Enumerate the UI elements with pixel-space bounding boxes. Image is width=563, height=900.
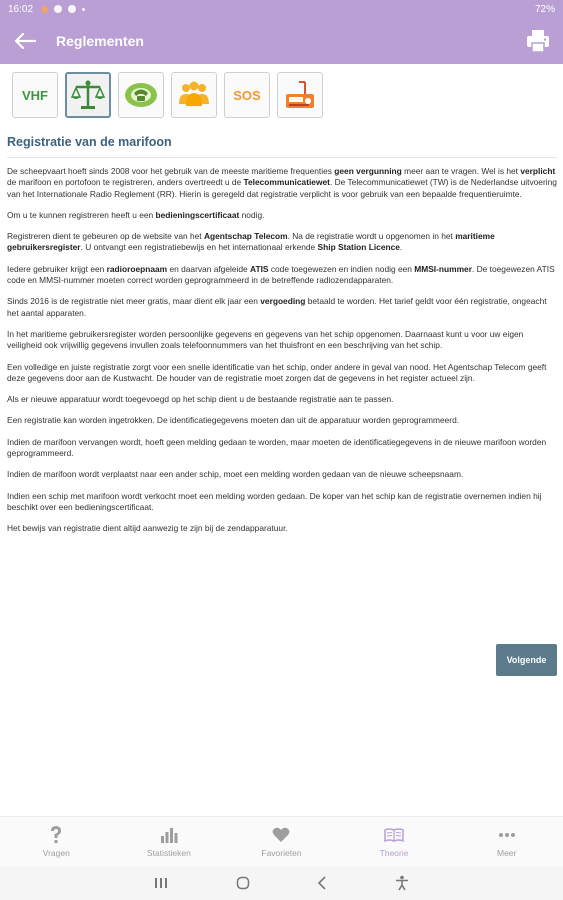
more-icon [497, 825, 517, 845]
category-regulations-button[interactable] [65, 72, 111, 118]
nav-label: Vragen [42, 848, 70, 858]
system-navigation-bar [0, 866, 563, 900]
radio-device-icon [283, 78, 317, 112]
back-nav-icon[interactable] [317, 876, 327, 890]
accessibility-icon[interactable] [395, 875, 409, 891]
category-communication-button[interactable] [118, 72, 164, 118]
category-icon-bar [12, 72, 323, 120]
title-divider [7, 157, 557, 158]
phone-icon [123, 80, 159, 110]
vhf-icon: VHF [22, 87, 48, 103]
printer-icon [525, 28, 551, 54]
paragraph: Om u te kunnen registreren heeft u een bedieningscertificaat nodig. [7, 209, 265, 220]
paragraph: In het maritieme gebruikersregister worden persoonlijke gegevens en gegevens van het schip opgenomen. Daarnaast kunt u voor uw eigen veiligheid ook vrijwillig gegevens invullen zoals telefoonnummers van het thuisfront en een beschrijving van het schip. [7, 328, 524, 351]
next-button[interactable]: Volgende [496, 644, 557, 676]
paragraph: Sinds 2016 is de registratie niet meer gratis, maar dient elk jaar een vergoeding betaald te worden. Het tarief geldt voor één registratie, ongeacht het aantal apparaten. [7, 296, 547, 318]
nav-item-vragen[interactable] [0, 817, 113, 866]
question-icon [46, 825, 66, 845]
category-vhf-button[interactable] [12, 72, 58, 118]
paragraph: Indien een schip met marifoon wordt verkocht moet een melding worden gedaan. De koper van het schip kan de registratie overnemen indien hij beschikt over een bedieningscertificaat. [7, 490, 542, 512]
nav-item-theorie[interactable] [338, 817, 451, 866]
paragraph: Een registratie kan worden ingetrokken. De identificatiegegevens moeten dan uit de apparatuur worden geprogrammeerd. [7, 415, 460, 426]
article-content [7, 135, 557, 545]
article-title: Registratie van de marifoon [7, 135, 172, 149]
paragraph: Het bewijs van registratie dient altijd aanwezig te zijn bij de zendapparatuur. [7, 523, 288, 534]
heart-icon [271, 825, 291, 845]
bar-chart-icon [159, 825, 179, 845]
notification-icon [68, 5, 76, 13]
page-title: Reglementen [56, 33, 144, 49]
app-bar [0, 18, 563, 64]
paragraph: De scheepvaart hoeft sinds 2008 voor het gebruik van de meeste maritieme frequenties geen vergunning meer aan te vragen. Wel is het verplicht de marifoon en portofoon te registreren, anders overtreedt u de Telecommunicatiewet. De Telecommunicatiewet (TW) is de Nederlandse uitvoering van het Internationale Radio Reglement (RR). Hierin is geregeld dat registratie verplicht is voor gebruik van een bepaalde frequentieruimte. [7, 166, 557, 199]
nav-item-statistieken[interactable] [113, 817, 226, 866]
nav-label: Theorie [379, 848, 409, 858]
notification-icon [41, 6, 48, 13]
back-button[interactable] [0, 18, 50, 64]
nav-item-meer[interactable] [450, 817, 563, 866]
paragraph: Een volledige en juiste registratie zorgt voor een snelle identificatie van het schip, onder andere in geval van nood. Het Agentschap Telecom geeft deze gegevens door aan de Kustwacht. De houder van de registratie moet zorgen dat de gegevens in het register actueel zijn. [7, 361, 547, 383]
status-bar [0, 0, 563, 18]
sos-icon: SOS [233, 87, 261, 103]
paragraph: Iedere gebruiker krijgt een radioroepnaam en daarvan afgeleide ATIS code toegewezen en indien nodig een MMSI-nummer. De toegewezen ATIS code en MMSI-nummer moeten correct worden geprogrammeerd in de betreffende radiozendapparaten. [7, 263, 555, 286]
battery-level: 72% [534, 3, 555, 15]
arrow-left-icon [14, 33, 36, 49]
paragraph: Als er nieuwe apparatuur wordt toegevoegd op het schip dient u de bestaande registratie aan te passen. [7, 394, 394, 405]
paragraph: Indien de marifoon wordt verplaatst naar een ander schip, moet een melding worden gedaan van de nieuwe scheepsnaam. [7, 469, 464, 480]
home-icon[interactable] [236, 876, 250, 890]
notification-icon [82, 8, 85, 11]
status-notification-icons [41, 5, 85, 13]
nav-label: Favorieten [261, 848, 302, 858]
paragraph: Indien de marifoon vervangen wordt, hoeft geen melding gedaan te worden, maar moeten de identificatiegegevens in de nieuwe marifoon worden geprogrammeerd. [7, 436, 547, 459]
nav-item-favorieten[interactable] [225, 817, 338, 866]
people-icon [176, 80, 212, 110]
nav-label: Meer [496, 848, 517, 858]
recent-apps-icon[interactable] [154, 877, 168, 889]
paragraph: Registreren dient te gebeuren op de website van het Agentschap Telecom. Na de registratie wordt u opgenomen in het maritieme gebruikersregister. U ontvangt een registratiebewijs en het internationaal erkende Ship Station Licence. [7, 231, 495, 253]
category-people-button[interactable] [171, 72, 217, 118]
category-sos-button[interactable] [224, 72, 270, 118]
print-button[interactable] [525, 28, 551, 54]
bottom-navigation [0, 816, 563, 866]
status-time: 16:02 [8, 3, 34, 15]
nav-label: Statistieken [146, 848, 191, 858]
notification-icon [54, 5, 62, 13]
scales-icon [71, 79, 105, 111]
category-radio-button[interactable] [277, 72, 323, 118]
book-icon [384, 825, 404, 845]
